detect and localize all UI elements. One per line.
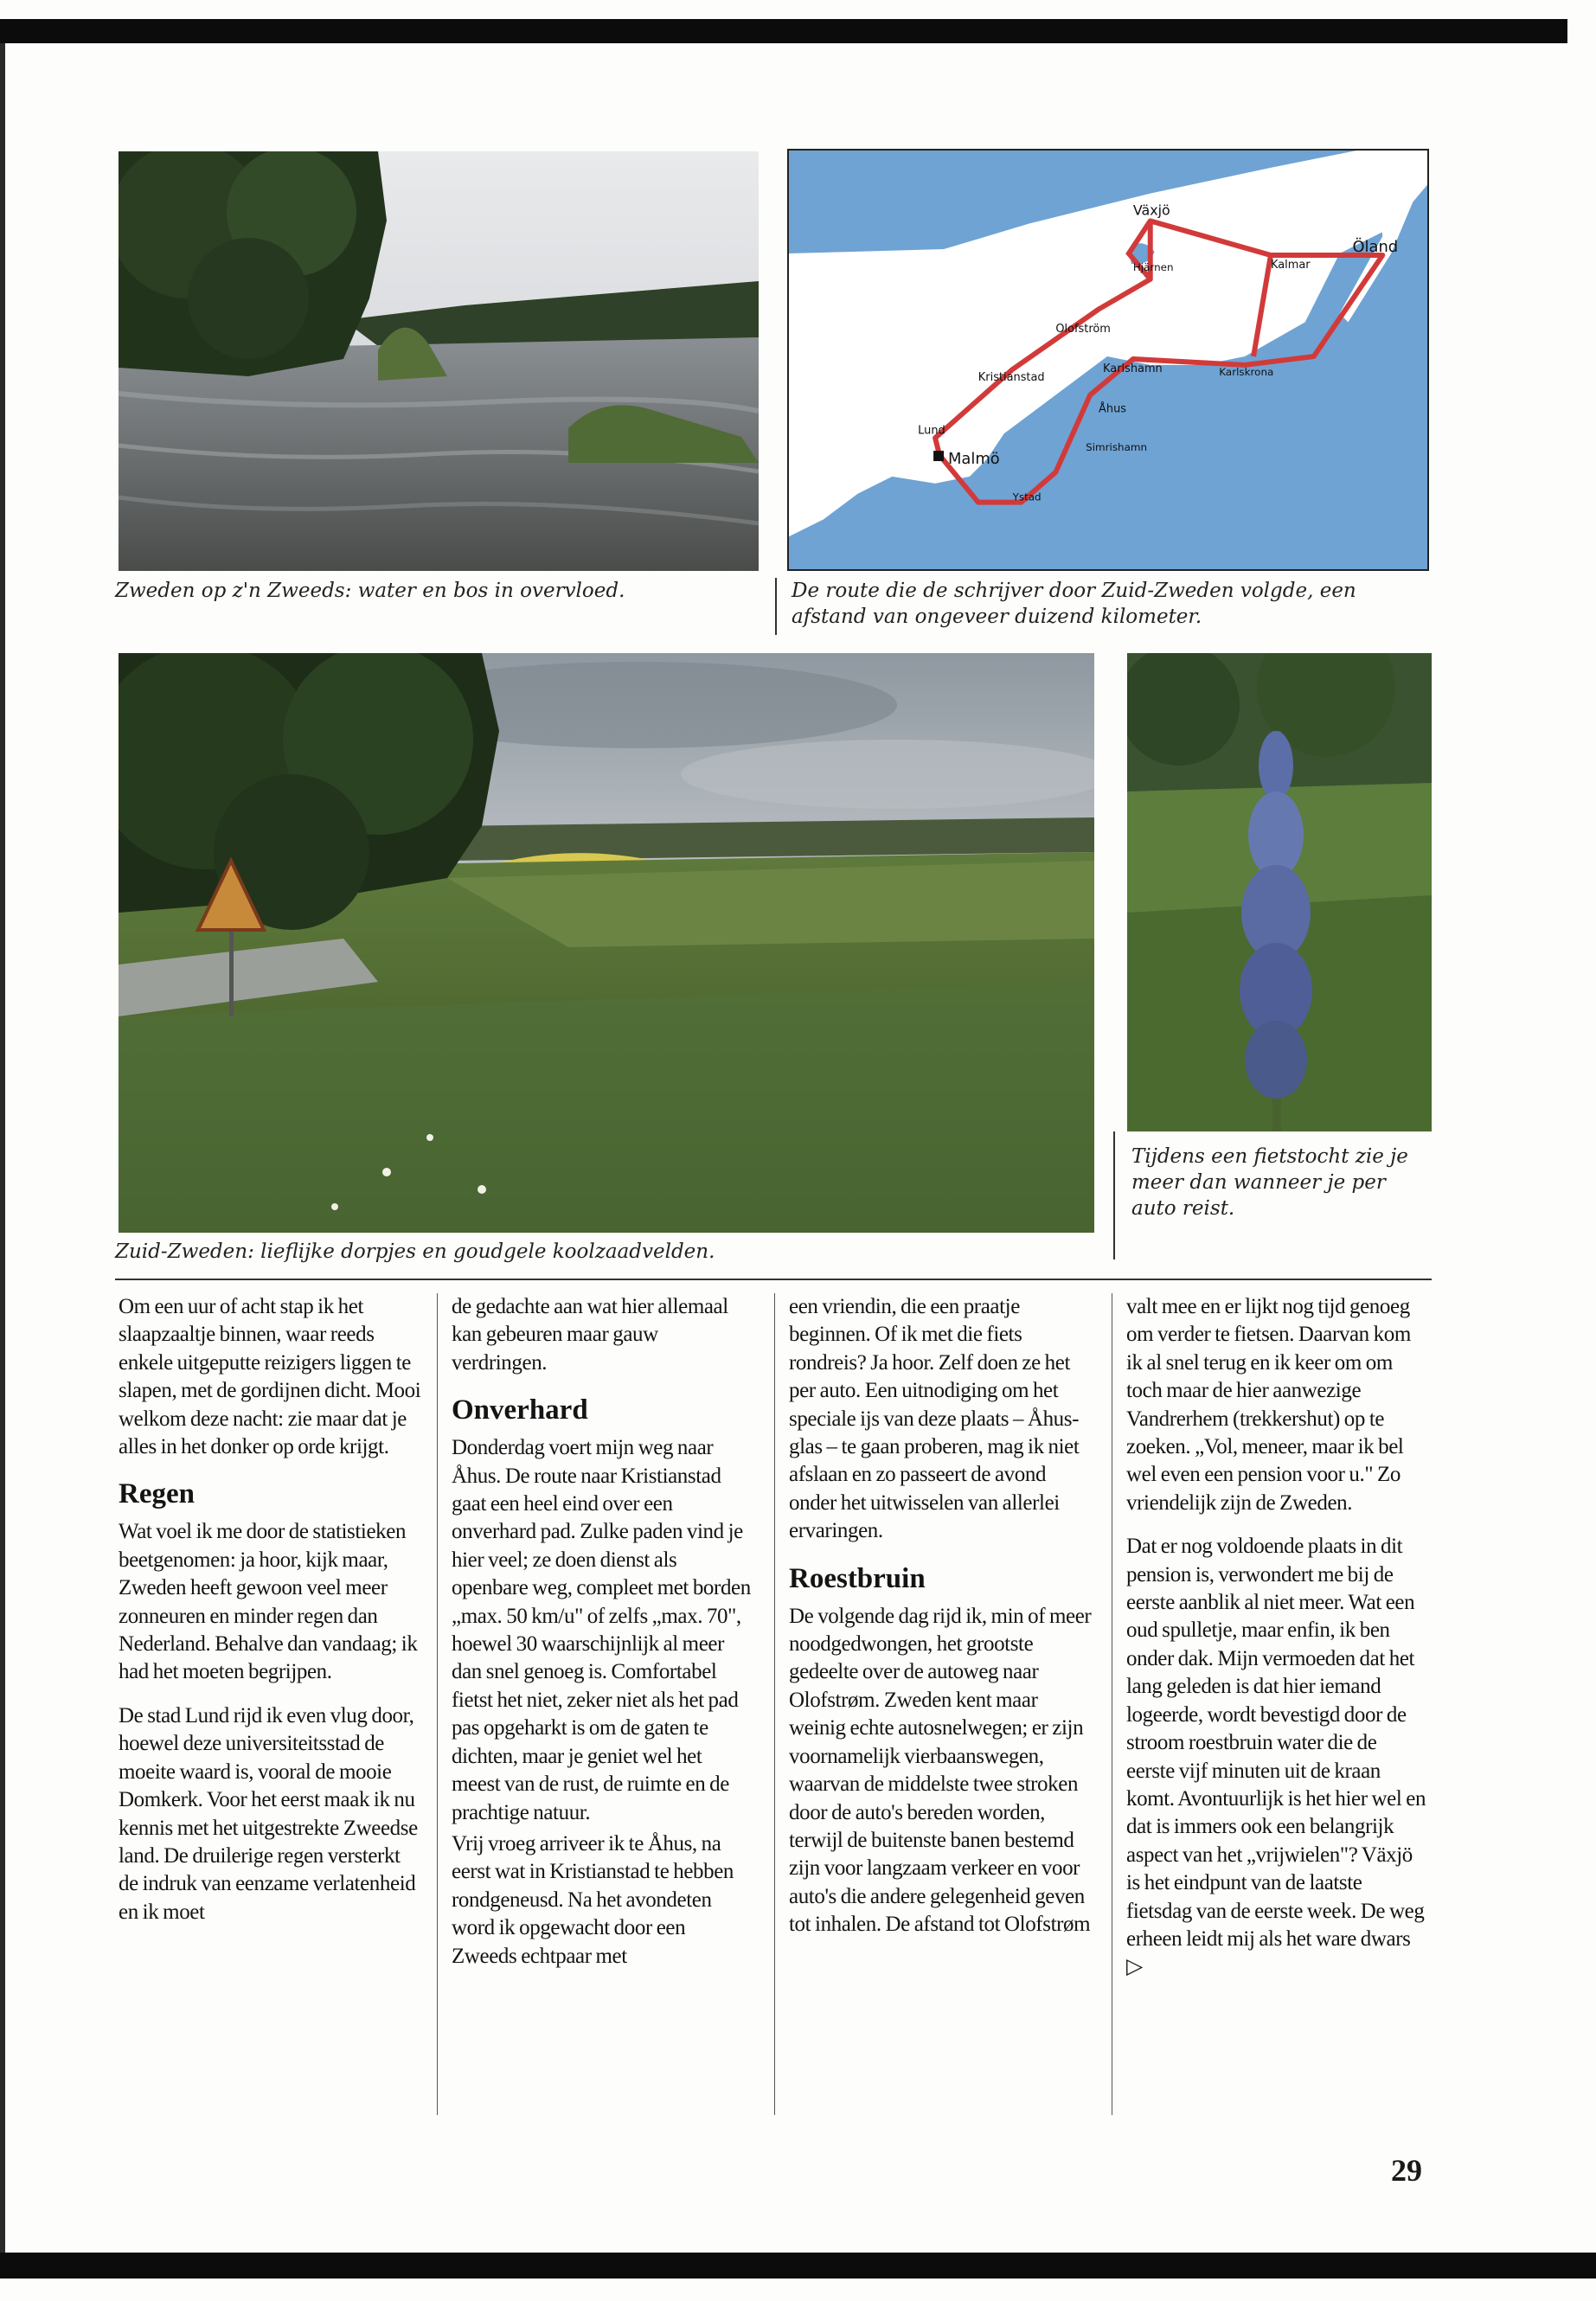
- map-label-olofstrom: Olofström: [1055, 323, 1111, 336]
- map-label-karlshamn: Karlshamn: [1103, 362, 1163, 375]
- map-label-kalmar: Kalmar: [1270, 258, 1311, 272]
- article-column-3: [789, 1293, 1092, 1955]
- paragraph: De volgende dag rijd ik, min of meer noodgedwongen, het grootste gedeelte over de autoweg naar Olofstrøm. Zweden kent maar weinig echte autosnelwegen; er zijn voornamelijk vierbaanswegen, waarvan de middelste twee stroken door de auto's bereden worden, terwijl de buitenste banen bestemd zijn voor langzaam verkeer en voor auto's die andere gelegenheid geven tot inhalen. De afstand tot Olofstrøm: [789, 1604, 1092, 1937]
- paragraph-text: Dat er nog voldoende plaats in dit pension is, verwondert me bij de eerste aanblik al niet meer. Wat een oud spulletje, maar enfin, ik ben onder dak. Mijn vermoeden dat het lang geleden is dat hier iemand logeerde, wordt bevestigd door de stroom roestbruin water die de eerste vijf minuten uit de kraan komt. Avontuurlijk is het hier wel en dat is immers ook een belangrijk aspect van het „vrijwielen"? Växjö is het eindpunt van de laatste fietsdag van de eerste week. De weg erheen leidt mij als het ware dwars: [1126, 1535, 1426, 1951]
- map-label-simrishamn: Simrishamn: [1086, 441, 1148, 454]
- map-label-malmo: Malmö: [948, 450, 1000, 469]
- page-left-edge: [0, 43, 5, 2253]
- caption-flower: Tijdens een fietstocht zie je meer dan wanneer je per auto reist.: [1131, 1145, 1408, 1220]
- paragraph: [1126, 1533, 1429, 1982]
- caption-map: De route die de schrijver door Zuid-Zweden volgde, een afstand van ongeveer duizend kilometer.: [792, 580, 1356, 628]
- caption-fields: Zuid-Zweden: lieflijke dorpjes en goudgele koolzaadvelden.: [115, 1240, 715, 1263]
- bottom-black-bar: [0, 2253, 1596, 2279]
- top-black-bar: [0, 19, 1567, 43]
- paragraph: Donderdag voert mijn weg naar Åhus. De route naar Kristianstad gaat een heel eind over een onverhard pad. Zulke paden vind je hier veel; ze doen dienst als openbare weg, compleet met borden „max. 50 km/u" of zelfs „max. 70", hoewel 30 waarschijnlijk al meer dan snel genoeg is. Comfortabel fietst het niet, zeker niet als het pad pas opgeharkt is om de gaten te dichten, maar je geniet wel het meest van de rust, de ruimte en de prachtige natuur.: [452, 1436, 751, 1824]
- map-label-hjarnen: Hjärnen: [1132, 260, 1174, 273]
- map-label-vaxjo: Växjö: [1132, 202, 1170, 219]
- map-label-ystad: Ystad: [1012, 490, 1042, 503]
- page-number: 29: [1391, 2153, 1422, 2188]
- article-column-2: [452, 1293, 754, 1986]
- map-label-lund: Lund: [918, 424, 945, 438]
- flower-caption-divider: [1113, 1131, 1115, 1259]
- route-map: [787, 149, 1429, 571]
- caption-river: Zweden op z'n Zweeds: water en bos in overvloed.: [115, 580, 625, 602]
- heading-onverhard: Onverhard: [452, 1394, 588, 1426]
- article-column-1: [119, 1293, 421, 1942]
- continue-arrow-icon: ▷: [1126, 1955, 1143, 1979]
- photo-river: [119, 151, 759, 571]
- caption-divider: [775, 578, 777, 635]
- column-rule: [774, 1293, 775, 2115]
- paragraph: valt mee en er lijkt nog tijd genoeg om verder te fietsen. Daarvan kom ik al snel terug en ik keer om om toch maar de hier aanwezige Vandrerhem (trekkershut) op te zoeken. „Vol, meneer, maar ik bel wel even een pension voor u." Zo vriendelijk zijn de Zweden.: [1126, 1295, 1411, 1515]
- paragraph: De stad Lund rijd ik even vlug door, hoewel deze universiteitsstad de moeite waard is, vooral de mooie Domkerk. Voor het eerst maak ik nu kennis met het uitgestrekte Zweedse land. De druilerige regen versterkt de indruk van eenzame verlatenheid en ik moet: [119, 1703, 418, 1924]
- article-column-4: [1126, 1293, 1429, 1997]
- article-top-rule: [115, 1279, 1432, 1280]
- map-label-kristianstad: Kristianstad: [977, 370, 1045, 384]
- map-label-ahus: Åhus: [1099, 402, 1127, 416]
- column-rule: [437, 1293, 438, 2115]
- paragraph: Om een uur of acht stap ik het slaapzaaltje binnen, waar reeds enkele uitgeputte reizigers liggen te slapen, met de gordijnen dicht. Mooi welkom deze nacht: zie maar dat je alles in het donker op orde krijgt.: [119, 1295, 421, 1459]
- heading-regen: Regen: [119, 1478, 195, 1510]
- map-label-karlskrona: Karlskrona: [1219, 365, 1274, 378]
- map-label-oland: Öland: [1352, 238, 1399, 257]
- paragraph: een vriendin, die een praatje beginnen. Of ik met die fiets rondreis? Ja hoor. Zelf doen ze het per auto. Een uitnodiging om het speciale ijs van deze plaats – Åhus-glas – te gaan proberen, mag ik niet afslaan en zo passeert de avond onder het uitwisselen van allerlei ervaringen.: [789, 1295, 1080, 1543]
- heading-roestbruin: Roestbruin: [789, 1562, 926, 1594]
- paragraph: Wat voel ik me door de statistieken beetgenomen: ja hoor, kijk maar, Zweden heeft gewoon veel meer zonneuren en minder regen dan Nederland. Behalve dan vandaag; ik had het moeten begrijpen.: [119, 1520, 418, 1684]
- photo-flower: [1127, 653, 1432, 1131]
- paragraph: de gedachte aan wat hier allemaal kan gebeuren maar gauw verdringen.: [452, 1295, 728, 1375]
- photo-fields: [119, 653, 1094, 1233]
- paragraph: Vrij vroeg arriveer ik te Åhus, na eerst wat in Kristianstad te hebben rondgeneusd. Na het avondeten word ik opgewacht door een Zweeds echtpaar met: [452, 1831, 734, 1968]
